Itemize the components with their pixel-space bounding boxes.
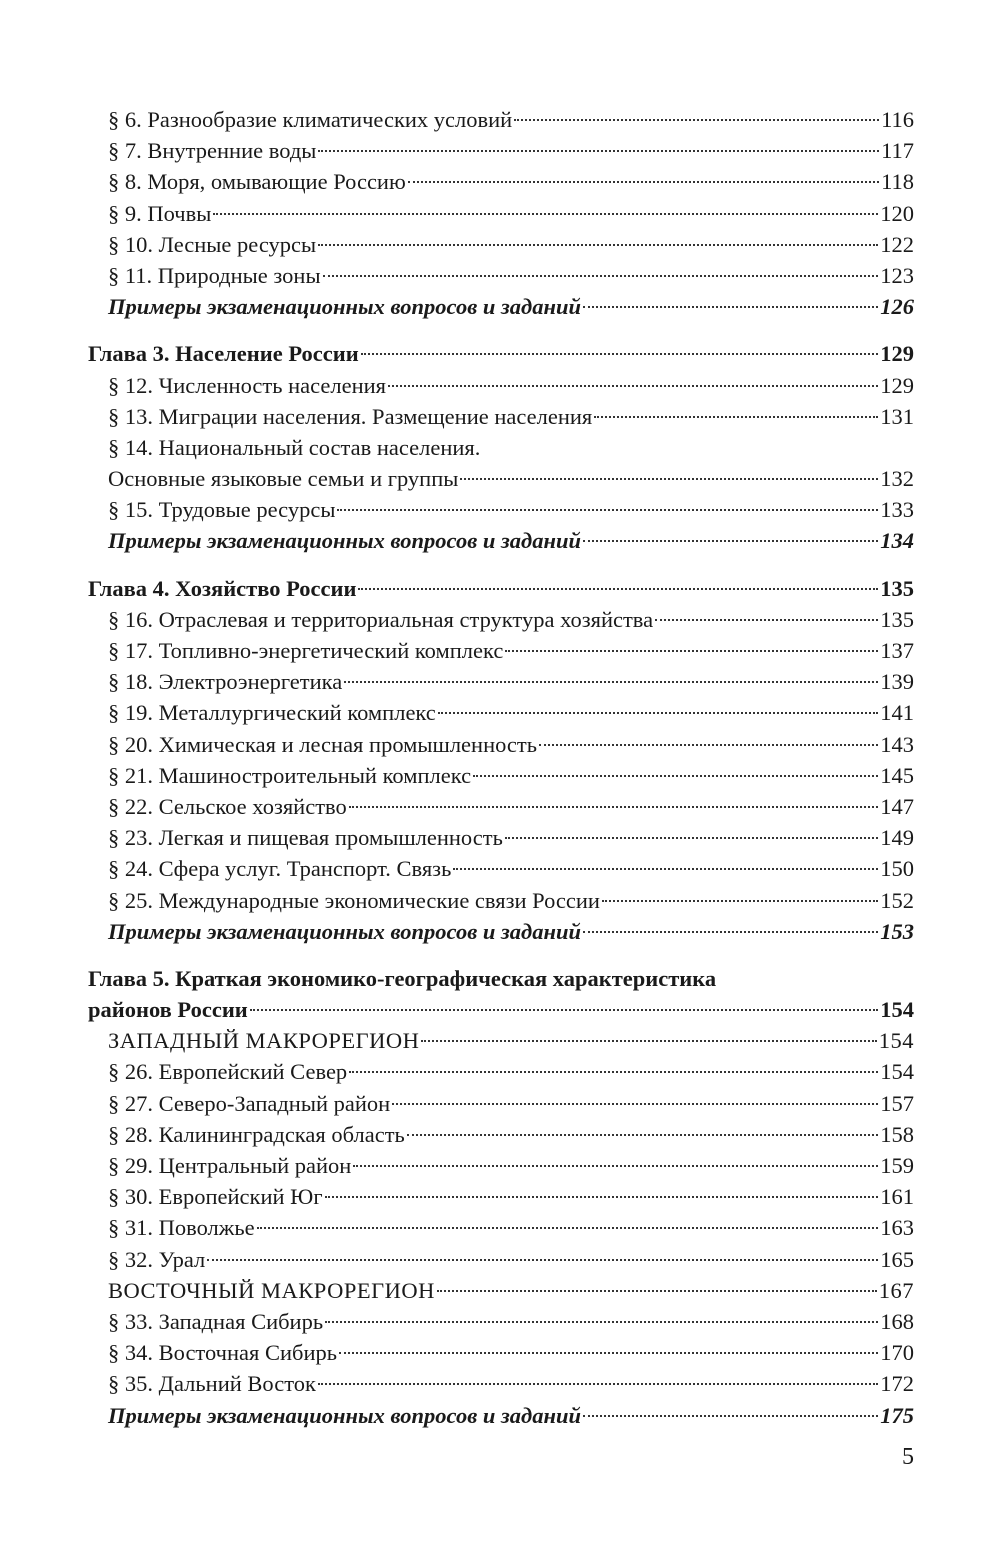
toc-entry-title: § 35. Дальний Восток	[108, 1371, 316, 1397]
toc-entry-page: 135	[880, 606, 914, 632]
toc-entry[interactable]	[108, 1337, 914, 1368]
dot-leader	[250, 1008, 879, 1011]
toc-entry-page: 143	[880, 731, 914, 757]
toc-entry-page: 167	[878, 1277, 914, 1303]
toc-entry-page: 134	[880, 528, 914, 554]
toc-entry-title: § 17. Топливно-энергетический комплекс	[108, 638, 504, 663]
toc-entry[interactable]	[108, 401, 914, 432]
toc-entry[interactable]	[108, 853, 914, 884]
toc-entry[interactable]	[108, 635, 914, 666]
toc-entry-title: ЗАПАДНЫЙ МАКРОРЕГИОН	[108, 1028, 420, 1054]
dot-leader	[349, 1070, 878, 1073]
toc-entry-title: § 20. Химическая и лесная промышленность	[108, 731, 538, 757]
dot-leader	[407, 1133, 878, 1136]
toc-entry-title: § 22. Сельское хозяйство	[108, 793, 347, 819]
toc-entry-title: § 32. Урал	[108, 1246, 206, 1272]
toc-entry-title: Основные языковые семьи и группы	[108, 466, 459, 492]
toc-entry[interactable]	[108, 1400, 914, 1431]
toc-entry[interactable]	[108, 1150, 914, 1181]
dot-leader	[421, 1039, 876, 1042]
toc-entry-title: § 27. Северо-Западный район	[108, 1090, 391, 1116]
toc-entry-title: § 25. Международные экономические связи России	[108, 887, 600, 913]
dot-leader	[594, 415, 878, 418]
toc-entry-title: Примеры экзаменационных вопросов и заданий	[108, 294, 581, 320]
section-gap	[108, 557, 914, 573]
toc-entry[interactable]	[108, 1275, 914, 1306]
dot-leader	[358, 587, 878, 590]
toc-entry[interactable]	[108, 432, 914, 463]
toc-entry[interactable]	[108, 229, 914, 260]
toc-entry-title: § 33. Западная Сибирь	[108, 1308, 324, 1334]
toc-entry-title: § 28. Калининградская область	[108, 1121, 405, 1147]
toc-entry[interactable]	[108, 1119, 914, 1150]
dot-leader	[602, 899, 878, 902]
toc-entry-page: 132	[880, 466, 914, 492]
dot-leader	[437, 1289, 877, 1292]
toc-entry[interactable]	[108, 1181, 914, 1212]
toc-entry-page: 122	[880, 231, 914, 257]
dot-leader	[325, 1320, 878, 1323]
toc-entry-title: § 7. Внутренние воды	[108, 138, 317, 164]
toc-entry-page: 161	[880, 1184, 914, 1210]
toc-entry-page: 154	[878, 1028, 914, 1054]
toc-entry[interactable]	[108, 666, 914, 697]
toc-entry[interactable]	[108, 198, 914, 229]
toc-entry-page: 135	[880, 575, 914, 601]
toc-entry-page: 149	[880, 825, 914, 851]
toc-entry[interactable]	[108, 525, 914, 556]
toc-entry[interactable]	[108, 1212, 914, 1243]
toc-entry-title: § 11. Природные зоны	[108, 262, 321, 288]
dot-leader	[655, 618, 878, 621]
toc-entry[interactable]	[108, 104, 914, 135]
toc-entry[interactable]	[108, 760, 914, 791]
table-of-contents	[88, 104, 914, 1431]
dot-leader	[438, 711, 878, 714]
toc-entry-title: § 30. Европейский Юг	[108, 1184, 323, 1210]
toc-entry[interactable]	[108, 729, 914, 760]
toc-entry-title: § 24. Сфера услуг. Транспорт. Связь	[108, 856, 452, 882]
dot-leader	[460, 477, 878, 480]
toc-entry-page: 120	[880, 200, 914, 226]
toc-entry[interactable]	[88, 573, 914, 604]
toc-entry-title: § 31. Поволжье	[108, 1215, 255, 1241]
toc-entry-title: Глава 5. Краткая экономико-географическая характеристика	[88, 965, 717, 991]
dot-leader	[583, 930, 878, 933]
toc-entry-title: Примеры экзаменационных вопросов и заданий	[108, 1402, 581, 1428]
dot-leader	[453, 867, 878, 870]
toc-entry-page: 117	[881, 138, 914, 164]
toc-entry-page: 118	[881, 169, 914, 195]
toc-entry-title: § 19. Металлургический комплекс	[108, 700, 436, 726]
page-number: 5	[902, 1444, 914, 1470]
toc-entry-page: 131	[880, 403, 914, 429]
toc-entry-title: § 29. Центральный район	[108, 1153, 352, 1178]
toc-entry-page: 153	[880, 918, 914, 944]
toc-entry[interactable]	[108, 463, 914, 494]
toc-entry-title: § 23. Легкая и пищевая промышленность	[108, 825, 503, 851]
toc-entry-title: § 21. Машиностроительный комплекс	[108, 762, 472, 788]
toc-entry-title: § 16. Отраслевая и территориальная структура хозяйства	[108, 606, 654, 632]
toc-entry-page: 116	[881, 107, 914, 132]
toc-entry[interactable]	[88, 338, 914, 369]
toc-entry[interactable]	[108, 822, 914, 853]
dot-leader	[505, 836, 878, 839]
toc-entry-title: § 18. Электроэнергетика	[108, 669, 343, 695]
dot-leader	[388, 384, 878, 387]
toc-entry-page: 157	[880, 1090, 914, 1116]
toc-entry-title: § 10. Лесные ресурсы	[108, 231, 317, 257]
toc-entry-title: § 9. Почвы	[108, 200, 212, 226]
dot-leader	[353, 1164, 878, 1167]
toc-entry-title: Глава 4. Хозяйство России	[88, 575, 357, 601]
toc-entry-page: 163	[880, 1215, 914, 1241]
toc-entry[interactable]	[108, 370, 914, 401]
toc-entry[interactable]	[108, 291, 914, 322]
toc-entry-title: § 34. Восточная Сибирь	[108, 1340, 337, 1366]
toc-entry[interactable]	[108, 1088, 914, 1119]
dot-leader	[323, 274, 879, 277]
toc-entry-page: 165	[880, 1246, 914, 1272]
dot-leader	[318, 149, 879, 152]
toc-entry[interactable]	[108, 1306, 914, 1337]
toc-entry-page: 159	[880, 1153, 914, 1178]
toc-entry-title: § 15. Трудовые ресурсы	[108, 497, 336, 523]
toc-entry[interactable]	[108, 135, 914, 166]
section-gap	[108, 322, 914, 338]
toc-entry-title: Примеры экзаменационных вопросов и заданий	[108, 528, 581, 554]
dot-leader	[337, 508, 878, 511]
toc-entry-page: 139	[880, 669, 914, 695]
toc-entry-title: § 6. Разнообразие климатических условий	[108, 107, 513, 132]
toc-entry-page: 137	[880, 638, 914, 663]
dot-leader	[514, 118, 879, 121]
dot-leader	[361, 352, 879, 355]
toc-entry-page: 154	[880, 997, 914, 1023]
toc-entry-title: § 13. Миграции населения. Размещение населения	[108, 403, 593, 429]
section-gap	[108, 947, 914, 963]
toc-entry-page: 150	[880, 856, 914, 882]
toc-entry-page: 152	[880, 887, 914, 913]
toc-entry[interactable]	[88, 963, 914, 994]
dot-leader	[473, 774, 878, 777]
toc-entry-page: 147	[880, 793, 914, 819]
toc-entry-page: 129	[880, 341, 914, 367]
toc-entry[interactable]	[108, 1244, 914, 1275]
toc-entry-page: 168	[880, 1308, 914, 1334]
dot-leader	[207, 1258, 878, 1261]
toc-entry[interactable]	[108, 166, 914, 197]
dot-leader	[349, 805, 878, 808]
toc-entry[interactable]	[108, 260, 914, 291]
toc-entry-page: 170	[880, 1340, 914, 1366]
toc-entry-title: § 12. Численность населения	[108, 372, 387, 398]
toc-entry-page: 175	[880, 1402, 914, 1428]
dot-leader	[583, 1414, 878, 1417]
toc-entry[interactable]	[108, 494, 914, 525]
toc-entry-title: § 26. Европейский Север	[108, 1059, 348, 1085]
toc-entry-title: Глава 3. Население России	[88, 341, 359, 367]
toc-entry-title: § 14. Национальный состав населения.	[108, 434, 481, 460]
toc-entry-title: районов России	[88, 997, 248, 1023]
dot-leader	[318, 1382, 878, 1385]
toc-entry[interactable]	[108, 916, 914, 947]
dot-leader	[583, 305, 878, 308]
dot-leader	[583, 539, 878, 542]
toc-entry-page: 133	[880, 497, 914, 523]
toc-entry-page: 158	[880, 1121, 914, 1147]
dot-leader	[213, 212, 878, 215]
dot-leader	[505, 649, 878, 652]
dot-leader	[408, 180, 879, 183]
toc-entry[interactable]	[108, 1025, 914, 1056]
toc-entry-page: 172	[880, 1371, 914, 1397]
dot-leader	[325, 1195, 879, 1198]
toc-entry[interactable]	[88, 994, 914, 1025]
toc-entry-page: 123	[880, 262, 914, 288]
dot-leader	[539, 743, 878, 746]
toc-entry[interactable]	[108, 791, 914, 822]
toc-entry[interactable]	[108, 885, 914, 916]
dot-leader	[339, 1351, 878, 1354]
toc-entry-title: ВОСТОЧНЫЙ МАКРОРЕГИОН	[108, 1277, 435, 1303]
toc-entry-page: 145	[880, 762, 914, 788]
dot-leader	[344, 680, 878, 683]
toc-entry-title: Примеры экзаменационных вопросов и заданий	[108, 918, 581, 944]
dot-leader	[392, 1102, 878, 1105]
toc-entry[interactable]	[108, 697, 914, 728]
dot-leader	[318, 243, 878, 246]
toc-entry-page: 141	[880, 700, 914, 726]
toc-entry[interactable]	[108, 604, 914, 635]
toc-entry-page: 154	[880, 1059, 914, 1085]
toc-entry-page: 126	[880, 294, 914, 320]
dot-leader	[257, 1226, 879, 1229]
toc-entry-page: 129	[880, 372, 914, 398]
toc-entry[interactable]	[108, 1056, 914, 1087]
toc-entry-title: § 8. Моря, омывающие Россию	[108, 169, 406, 195]
toc-entry[interactable]	[108, 1368, 914, 1399]
